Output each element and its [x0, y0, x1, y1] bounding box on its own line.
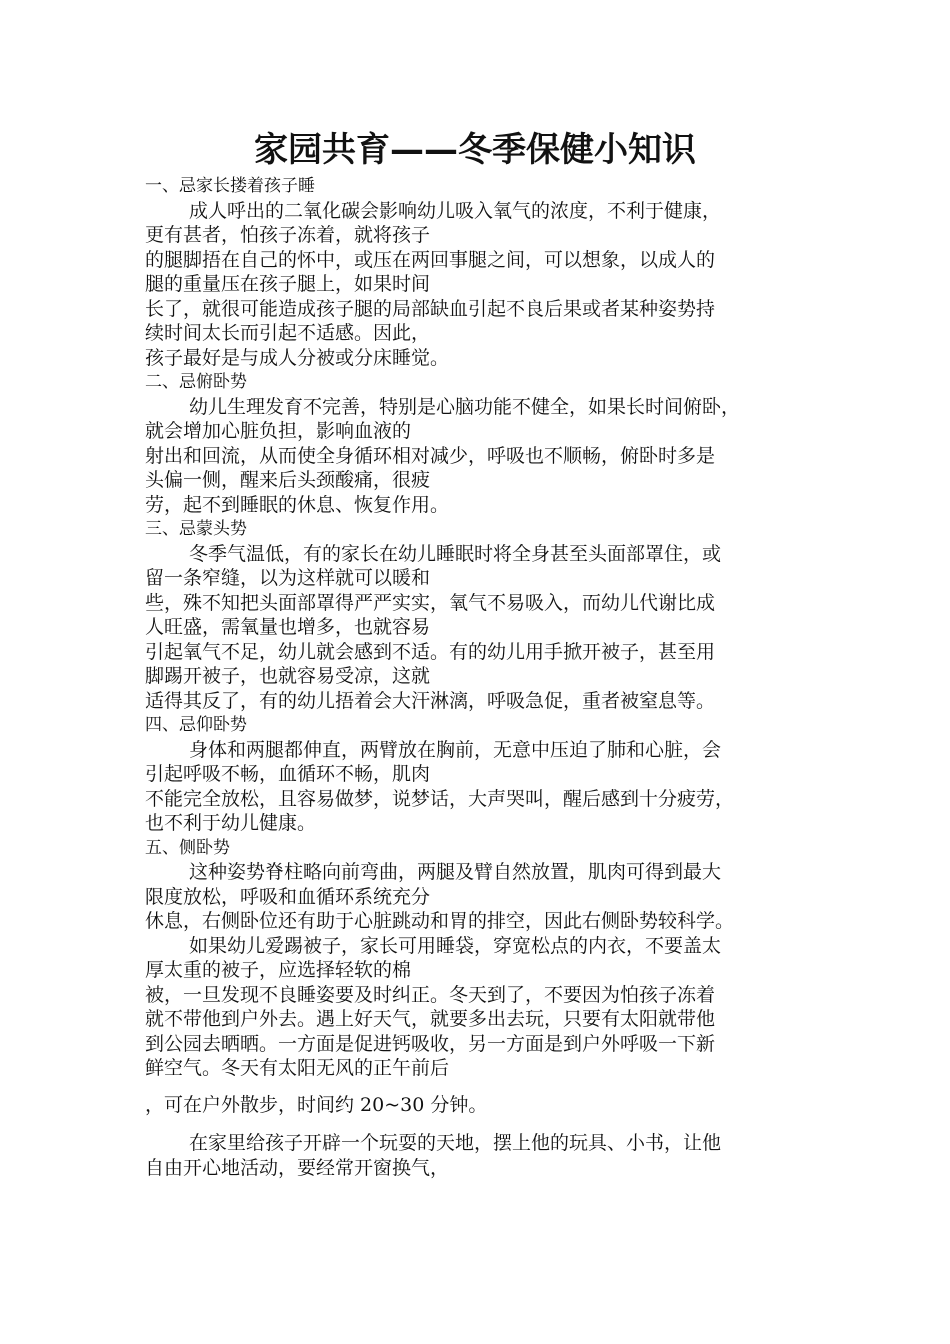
- paragraph-first-line: 成人呼出的二氧化碳会影响幼儿吸入氧气的浓度，不利于健康，: [189, 199, 722, 222]
- paragraph-first-line: 幼儿生理发育不完善，特别是心脑功能不健全，如果长时间俯卧，: [189, 395, 741, 418]
- paragraph-line: 脚踢开被子，也就容易受凉，这就: [145, 665, 431, 687]
- paragraph-line: ，可在户外散步，时间约 20~30 分钟。: [145, 1093, 488, 1116]
- paragraph-line: 的腿脚捂在自己的怀中，或压在两回事腿之间，可以想象，以成人的: [145, 248, 716, 271]
- paragraph-line: 不能完全放松，且容易做梦，说梦话，大声哭叫，醒后感到十分疲劳，: [145, 787, 735, 810]
- paragraph-first-line: 在家里给孩子开辟一个玩耍的天地，摆上他的玩具、小书，让他: [189, 1132, 722, 1154]
- paragraph-line: 厚太重的被子，应选择轻软的棉: [145, 959, 412, 981]
- section-heading: 三、忌蒙头势: [145, 519, 247, 539]
- section-heading: 一、忌家长搂着孩子睡: [145, 176, 315, 196]
- paragraph-first-line: 身体和两腿都伸直，两臂放在胸前，无意中压迫了肺和心脏，会: [189, 738, 722, 761]
- section-heading: 四、忌仰卧势: [145, 715, 247, 735]
- paragraph-line: 引起氧气不足，幼儿就会感到不适。有的幼儿用手掀开被子，甚至用: [145, 640, 716, 663]
- paragraph-line: 被，一旦发现不良睡姿要及时纠正。冬天到了，不要因为怕孩子冻着: [145, 983, 716, 1006]
- paragraph-line: 射出和回流，从而使全身循环相对减少，呼吸也不顺畅，俯卧时多是: [145, 444, 716, 467]
- section-heading: 五、侧卧势: [145, 837, 230, 858]
- paragraph-line: 长了，就很可能造成孩子腿的局部缺血引起不良后果或者某种姿势持: [145, 297, 716, 320]
- document-title: 家园共育——冬季保健小知识: [254, 130, 696, 170]
- paragraph-line: 人旺盛，需氧量也增多，也就容易: [145, 616, 431, 638]
- paragraph-line: 孩子最好是与成人分被或分床睡觉。: [145, 346, 450, 369]
- document-body: [145, 174, 835, 1180]
- paragraph-first-line: 如果幼儿爱踢被子，家长可用睡袋，穿宽松点的内衣，不要盖太: [189, 934, 722, 957]
- paragraph-line: 些，殊不知把头面部罩得严严实实，氧气不易吸入，而幼儿代谢比成: [145, 591, 716, 614]
- paragraph-line: 腿的重量压在孩子腿上，如果时间: [145, 273, 431, 295]
- paragraph-line: 到公园去晒晒。一方面是促进钙吸收，另一方面是到户外呼吸一下新: [145, 1032, 716, 1055]
- paragraph-line: 就会增加心脏负担，影响血液的: [145, 420, 412, 442]
- paragraph-line: 留一条窄缝，以为这样就可以暖和: [145, 567, 431, 589]
- paragraph-first-line: 这种姿势脊柱略向前弯曲，两腿及臂自然放置，肌肉可得到最大: [189, 861, 722, 883]
- paragraph-line: 头偏一侧，醒来后头颈酸痛，很疲: [145, 469, 431, 491]
- paragraph-line: 休息，右侧卧位还有助于心脏跳动和胃的排空，因此右侧卧势较科学。: [145, 910, 735, 932]
- paragraph-line: 也不利于幼儿健康。: [145, 812, 317, 834]
- section-heading: 二、忌俯卧势: [145, 372, 247, 392]
- paragraph-line: 续时间太长而引起不适感。因此，: [145, 322, 431, 344]
- paragraph-line: 限度放松，呼吸和血循环系统充分: [145, 885, 431, 908]
- paragraph-line: 就不带他到户外去。遇上好天气，就要多出去玩，只要有太阳就带他: [145, 1008, 716, 1030]
- paragraph-line: 自由开心地活动，要经常开窗换气，: [145, 1156, 450, 1179]
- paragraph-line: 适得其反了，有的幼儿捂着会大汗淋漓，呼吸急促，重者被窒息等。: [145, 689, 716, 712]
- paragraph-line: 劳，起不到睡眠的休息、恢复作用。: [145, 493, 450, 516]
- paragraph-first-line: 冬季气温低，有的家长在幼儿睡眠时将全身甚至头面部罩住，或: [189, 542, 722, 565]
- paragraph-line: 更有甚者，怕孩子冻着，就将孩子: [145, 224, 431, 246]
- paragraph-line: 引起呼吸不畅，血循环不畅，肌肉: [145, 763, 431, 785]
- paragraph-line: 鲜空气。冬天有太阳无风的正午前后: [145, 1057, 450, 1079]
